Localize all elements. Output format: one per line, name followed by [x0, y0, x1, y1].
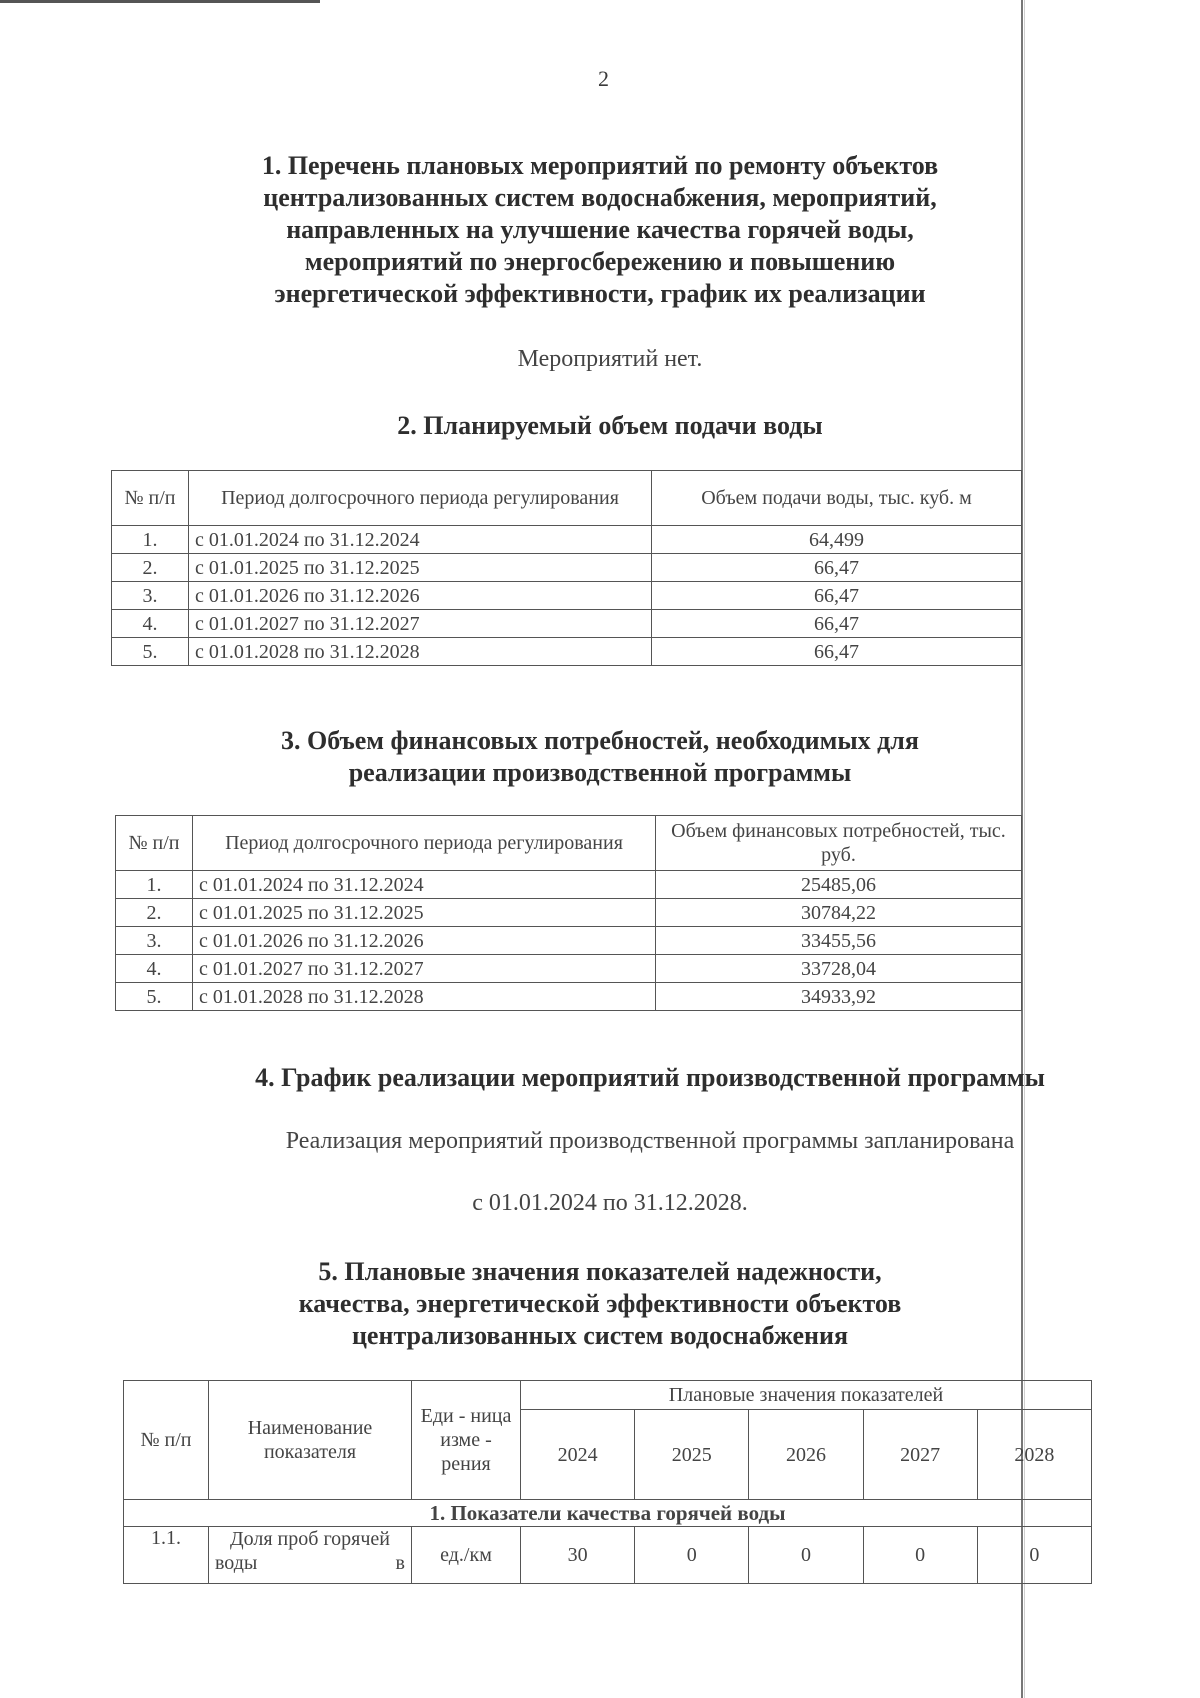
row-value: 30784,22 [656, 899, 1022, 927]
header-cell: № п/п [112, 471, 189, 526]
water-supply-table [111, 470, 1022, 666]
row-value: 66,47 [652, 610, 1022, 638]
row-value: 66,47 [652, 638, 1022, 666]
row-number: 4. [116, 955, 193, 983]
table-row [124, 1527, 1092, 1584]
table-row [116, 955, 1022, 983]
table-row [112, 582, 1022, 610]
row-value: 33728,04 [656, 955, 1022, 983]
row-number: 5. [116, 983, 193, 1011]
row-value: 64,499 [652, 526, 1022, 554]
header-cell: Объем финансовых потребностей, тыс. руб. [656, 816, 1022, 871]
table-row [116, 983, 1022, 1011]
row-value: 66,47 [652, 554, 1022, 582]
row-number: 3. [112, 582, 189, 610]
row-value: 0 [749, 1527, 863, 1584]
row-number: 2. [116, 899, 193, 927]
header-cell-year: 2027 [863, 1410, 977, 1500]
table-header-row [112, 471, 1022, 526]
table-row [116, 927, 1022, 955]
scan-corner-mark [0, 0, 320, 3]
table-row [112, 554, 1022, 582]
header-cell: Объем подачи воды, тыс. куб. м [652, 471, 1022, 526]
row-period: с 01.01.2025 по 31.12.2025 [193, 899, 656, 927]
table-row [112, 638, 1022, 666]
row-value: 30 [521, 1527, 635, 1584]
financial-needs-table [115, 815, 1022, 1011]
row-period: с 01.01.2027 по 31.12.2027 [193, 955, 656, 983]
row-period: с 01.01.2028 по 31.12.2028 [193, 983, 656, 1011]
row-value: 33455,56 [656, 927, 1022, 955]
table-row [112, 526, 1022, 554]
indicators-table [123, 1380, 1092, 1584]
row-number: 4. [112, 610, 189, 638]
header-cell-year: 2026 [749, 1410, 863, 1500]
row-unit: ед./км [412, 1527, 521, 1584]
section5-title-line1: 5. Плановые значения показателей надежности, [318, 1257, 882, 1286]
section3-title-line1: 3. Объем финансовых потребностей, необходимых для [281, 726, 919, 755]
header-cell: Период долгосрочного периода регулирования [189, 471, 652, 526]
table-row [116, 871, 1022, 899]
row-name: Доля проб горячей воды в [209, 1527, 412, 1584]
row-period: с 01.01.2026 по 31.12.2026 [189, 582, 652, 610]
subsection-row [124, 1500, 1092, 1527]
section4-title: 4. График реализации мероприятий производственной программы [255, 1063, 1045, 1092]
row-period: с 01.01.2024 по 31.12.2024 [189, 526, 652, 554]
table-row [112, 610, 1022, 638]
row-value: 0 [863, 1527, 977, 1584]
section4-text-line2: с 01.01.2024 по 31.12.2028. [472, 1190, 748, 1216]
header-cell: Период долгосрочного периода регулирования [193, 816, 656, 871]
header-cell-name: Наименование показателя [209, 1381, 412, 1500]
section4-text-line1: Реализация мероприятий производственной программы запланирована [285, 1128, 1015, 1154]
header-cell-year: 2025 [635, 1410, 749, 1500]
row-value: 25485,06 [656, 871, 1022, 899]
section5-title-line2: качества, энергетической эффективности объектов [298, 1289, 902, 1318]
row-value: 66,47 [652, 582, 1022, 610]
row-number: 2. [112, 554, 189, 582]
table-header-row [124, 1381, 1092, 1410]
subsection-title: 1. Показатели качества горячей воды [124, 1500, 1092, 1527]
row-value: 34933,92 [656, 983, 1022, 1011]
row-value: 0 [977, 1527, 1091, 1584]
section5-title-line3: централизованных систем водоснабжения [351, 1321, 849, 1350]
row-number: 5. [112, 638, 189, 666]
table-row [116, 899, 1022, 927]
header-cell-planned: Плановые значения показателей [521, 1381, 1092, 1410]
row-period: с 01.01.2028 по 31.12.2028 [189, 638, 652, 666]
header-cell-year: 2028 [977, 1410, 1091, 1500]
row-period: с 01.01.2027 по 31.12.2027 [189, 610, 652, 638]
section2-title: 2. Планируемый объем подачи воды [397, 411, 823, 440]
row-number: 1.1. [124, 1527, 209, 1584]
row-period: с 01.01.2024 по 31.12.2024 [193, 871, 656, 899]
row-period: с 01.01.2025 по 31.12.2025 [189, 554, 652, 582]
row-value: 0 [635, 1527, 749, 1584]
row-number: 1. [116, 871, 193, 899]
section1-note: Мероприятий нет. [517, 346, 703, 372]
header-cell: № п/п [116, 816, 193, 871]
header-cell-num: № п/п [124, 1381, 209, 1500]
header-cell-unit: Еди - ница изме - рения [412, 1381, 521, 1500]
row-period: с 01.01.2026 по 31.12.2026 [193, 927, 656, 955]
section1-title: 1. Перечень плановых мероприятий по ремонту объектов централизованных систем водоснабжения, мероприятий, направленных на улучшение качества горячей воды, мероприятий по энергосбережению и повышению энергетической эффективности, график их реализации [261, 151, 939, 308]
header-cell-year: 2024 [521, 1410, 635, 1500]
section3-title-line2: реализации производственной программы [348, 758, 852, 787]
table-header-row [116, 816, 1022, 871]
page-number: 2 [598, 66, 609, 91]
row-number: 1. [112, 526, 189, 554]
row-number: 3. [116, 927, 193, 955]
